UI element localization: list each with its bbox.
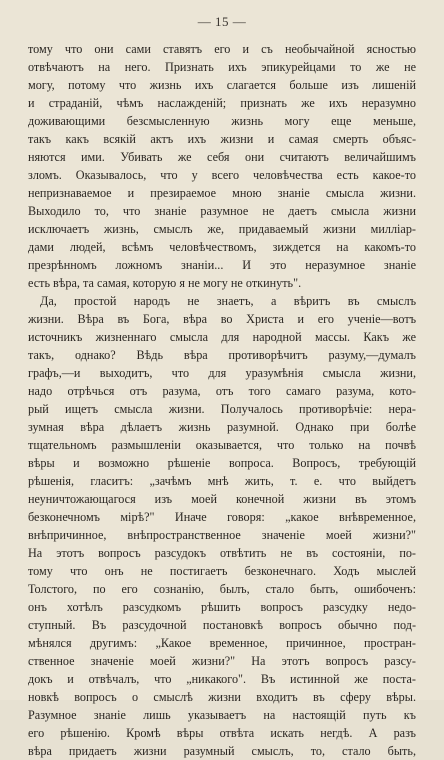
text-line: новкѣ вопросъ о смыслѣ жизни входитъ въ сферу вѣры.	[28, 690, 416, 704]
text-line: неуничтожающагося изъ моей конечной жизни въ этомъ	[28, 492, 416, 506]
text-line: рый ищетъ смысла жизни. Получалось противорѣчіе: нера-	[28, 402, 416, 416]
text-line: такъ, однако? Вѣдь вѣра противорѣчитъ разуму,—думалъ	[28, 348, 416, 362]
text-line: презрѣнномъ ложномъ знаніи... И это неразумное знаніе	[28, 258, 416, 272]
text-line: дами людей, всѣмъ человѣчествомъ, зиждется на какомъ-то	[28, 240, 416, 254]
page-number: — 15 —	[197, 14, 247, 29]
text-line: ступный. Въ разсудочной постановкѣ вопросъ обычно под-	[28, 618, 416, 632]
text-line: и страданій, чѣмъ наслажденій; признать же ихъ неразумно	[28, 96, 416, 110]
text-line: тщательномъ размышленіи оказывается, что только на почвѣ	[28, 438, 416, 452]
text-line: есть вѣра, та самая, которую я не могу не откинуть".	[28, 276, 302, 290]
text-line: няются ими. Убивать же себя они считаютъ величайшимъ	[28, 150, 416, 164]
text-line: такъ какъ всякій актъ ихъ жизни и самая смерть объяс-	[28, 132, 416, 146]
text-line: безконечномъ мірѣ?" Иначе говоря: „какое внѣвременное,	[28, 510, 416, 524]
text-line: его рѣшенію. Кромѣ вѣры отвѣта искать негдѣ. А разъ	[28, 726, 416, 740]
text-line: непризнаваемое и презираемое мною знаніе смысла жизни.	[28, 186, 416, 200]
text-line: доживающими безсмысленную жизнь могу еще меньше,	[28, 114, 416, 128]
text-line: графъ,—и выходитъ, что для уразумѣнія смысла жизни,	[28, 366, 416, 380]
text-line: зумная вѣра дѣлаетъ жизнь разумной. Однако при болѣе	[28, 420, 416, 434]
text-line: онъ хотѣлъ разсудкомъ рѣшить вопросъ разсудку недо-	[28, 600, 416, 614]
body-text	[28, 40, 416, 760]
text-line: Разумное знаніе лишь указываетъ на настоящій путь къ	[28, 708, 416, 722]
text-line: тому что онъ не постигаетъ безконечнаго. Ходъ мыслей	[28, 564, 416, 578]
text-line: Выходило то, что знаніе разумное не даетъ смысла жизни	[28, 204, 416, 218]
text-line: отвѣчаютъ на него. Признать ихъ эпикурейцами то же не	[28, 60, 416, 74]
text-line: внѣпричинное, внѣпространственное значеніе моей жизни?"	[28, 528, 416, 542]
text-line: вѣры и возможно рѣшеніе вопроса. Вопросъ, требующій	[28, 456, 416, 470]
text-line: жизни. Вѣра въ Бога, вѣра во Христа и его ученіе—вотъ	[28, 312, 416, 326]
text-line: тому что они сами ставятъ его и съ необычайной ясностью	[28, 42, 416, 56]
text-line: зломъ. Оказывалось, что у всего человѣчества есть какое-то	[28, 168, 416, 182]
text-line: вѣра придаетъ жизни разумный смыслъ, то, стало быть,	[28, 744, 416, 758]
text-line: могу, потому что жизнь ихъ слагается больше изъ лишеній	[28, 78, 416, 92]
text-line: На этотъ вопросъ разсудокъ отвѣтить не въ состояніи, по-	[28, 546, 416, 560]
text-line: исключаетъ жизнь, смыслъ же, придаваемый жизни миллiар-	[28, 222, 416, 236]
text-line: мѣнялся другимъ: „Какое временное, причинное, простран-	[28, 636, 416, 650]
text-line: источникъ жизненнаго смысла для народной массы. Какъ же	[28, 330, 416, 344]
text-line: Толстого, по его сознанію, былъ, стало быть, ошибоченъ:	[28, 582, 416, 596]
text-line: докъ и отвѣчалъ, что „никакого". Въ истинной же поста-	[28, 672, 416, 686]
text-line: ственное значеніе моей жизни?" На этотъ вопросъ разсу-	[28, 654, 416, 668]
text-line: рѣшенія, гласитъ: „зачѣмъ мнѣ жить, т. е. что выйдетъ	[28, 474, 416, 488]
text-line: Да, простой народъ не знаетъ, а вѣритъ въ смыслъ	[40, 294, 416, 308]
text-line: надо отрѣчься отъ разума, отъ того самаго разума, кото-	[28, 384, 416, 398]
